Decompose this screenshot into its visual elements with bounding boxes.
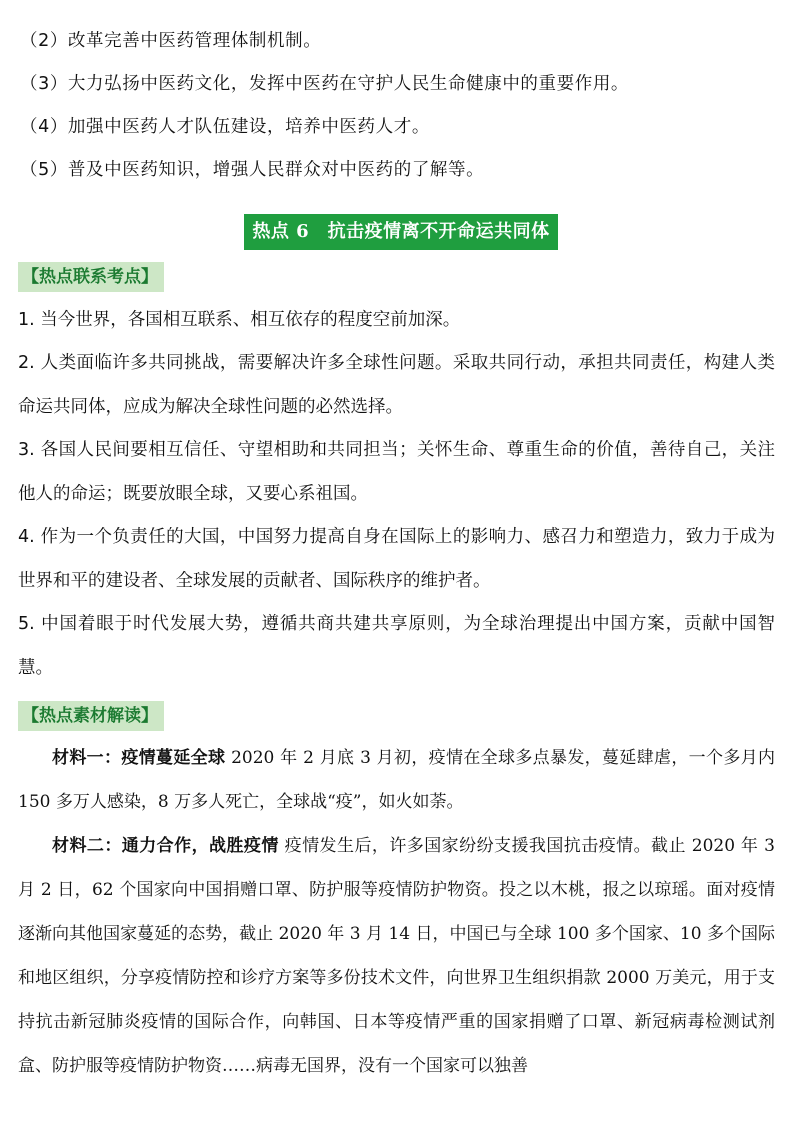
material-1-body: 2020 年 2 月底 3 月初，疫情在全球多点暴发，蔓延肆虐，一个多月内 150 多万人感染，8 万多人死亡，全球战“疫”，如火如荼。 [18,748,775,812]
point-2: 2. 人类面临许多共同挑战，需要解决许多全球性问题。采取共同行动，承担共同责任，构建人类命运共同体，应成为解决全球性问题的必然选择。 [18,353,775,417]
point-3: 3. 各国人民间要相互信任、守望相助和共同担当；关怀生命、尊重生命的价值，善待自己，关注他人的命运；既要放眼全球，又要心系祖国。 [18,440,775,504]
reform-item-2: （2）改革完善中医药管理体制机制。 [20,31,322,51]
section-materials-label: 【热点素材解读】 [18,701,164,731]
hotspot-title-banner: 热点 6 抗击疫情离不开命运共同体 [244,214,558,250]
reform-item-4: （4）加强中医药人才队伍建设，培养中医药人才。 [20,117,430,137]
point-5: 5. 中国着眼于时代发展大势，遵循共商共建共享原则，为全球治理提出中国方案，贡献中国智慧。 [18,614,775,678]
reform-item-3: （3）大力弘扬中医药文化，发挥中医药在守护人民生命健康中的重要作用。 [20,74,630,94]
reform-item-5: （5）普及中医药知识，增强人民群众对中医药的了解等。 [20,160,485,180]
point-1: 1. 当今世界，各国相互联系、相互依存的程度空前加深。 [18,310,461,330]
point-4: 4. 作为一个负责任的大国，中国努力提高自身在国际上的影响力、感召力和塑造力，致力于成为世界和平的建设者、全球发展的贡献者、国际秩序的维护者。 [18,527,775,591]
material-1-heading: 材料一：疫情蔓延全球 [52,748,226,768]
material-1 [18,736,775,824]
material-2-heading: 材料二：通力合作，战胜疫情 [52,836,279,856]
section-links-label: 【热点联系考点】 [18,262,164,292]
material-2 [18,824,775,1088]
material-2-body: 疫情发生后，许多国家纷纷支援我国抗击疫情。截止 2020 年 3 月 2 日，62 个国家向中国捐赠口罩、防护服等疫情防护物资。投之以木桃，报之以琼瑶。面对疫情逐渐向其他国家蔓延的态势，截止 2020 年 3 月 14 日，中国已与全球 100 多个国家、10 多个国际和地区组织，分享疫情防控和诊疗方案等多份技术文件，向世界卫生组织捐款 2000 万美元，用于支持抗击新冠肺炎疫情的国际合作，向韩国、日本等疫情严重的国家捐赠了口罩、新冠病毒检测试剂盒、防护服等疫情防护物资……病毒无国界，没有一个国家可以独善 [18,836,776,1076]
